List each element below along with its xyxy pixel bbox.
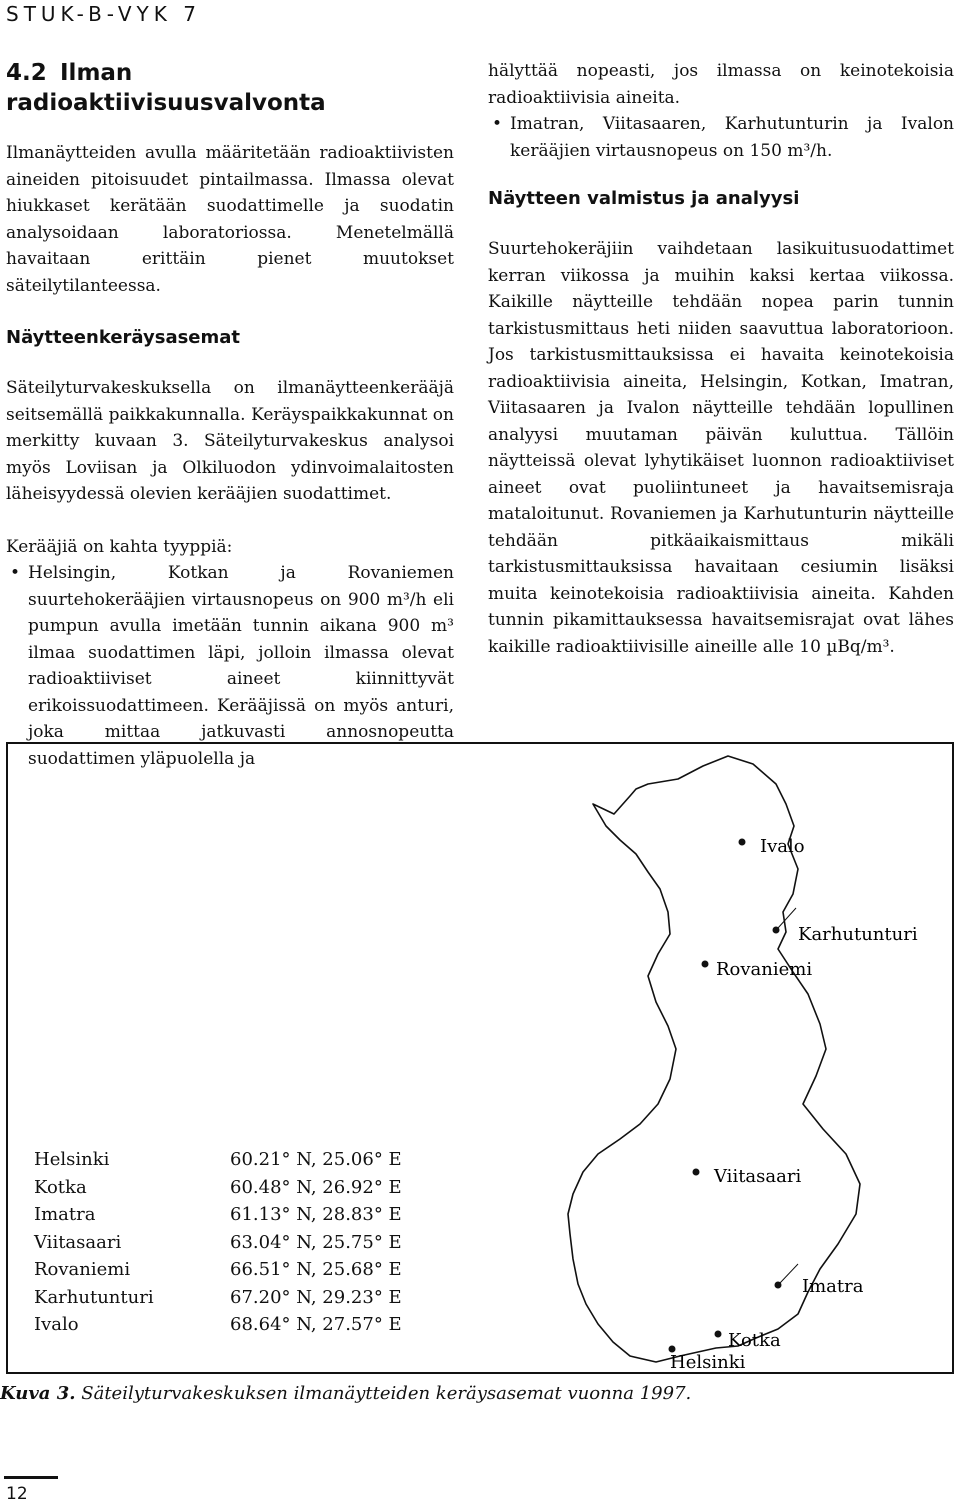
finland-outline (568, 756, 860, 1362)
place-name: Ivalo (34, 1314, 79, 1335)
label-ivalo: Ivalo (760, 836, 805, 857)
list-item-text: hälyttää nopeasti, jos ilmassa on keinotekoisia radioaktiivisia aineita. (488, 61, 954, 108)
collector-type-list-continued (488, 58, 954, 164)
caption-label: Kuva 3. (0, 1383, 76, 1404)
table-row (34, 1201, 402, 1229)
left-column (6, 58, 454, 798)
section-title: Ilman radioaktiivisuusvalvonta (6, 60, 326, 116)
viitasaari-dot (693, 1169, 700, 1176)
page-number: 12 (6, 1484, 28, 1504)
label-helsinki: Helsinki (670, 1352, 746, 1372)
place-name: Imatra (34, 1204, 96, 1225)
place-coordinates: 61.13° N, 28.83° E (230, 1204, 402, 1225)
place-name: Karhutunturi (34, 1286, 154, 1308)
place-name: Helsinki (34, 1149, 110, 1170)
stations-heading: Näytteenkeräysasemat (6, 327, 241, 348)
kotka-dot (715, 1331, 722, 1338)
karhutunturi-leader (778, 908, 796, 928)
table-row (34, 1311, 402, 1339)
analysis-heading: Näytteen valmistus ja analyysi (488, 188, 800, 209)
list-item: • Imatran, Viitasaaren, Karhutunturin ja Ivalon kerääjien virtausnopeus on 150 m³/h. (488, 111, 954, 164)
analysis-paragraph: Suurtehokeräjiin vaihdetaan lasikuitusuodattimet kerran viikossa ja muihin kaksi kertaa viikossa. Kaikille näytteille tehdään nopea parin tunnin tarkistusmittaus heti niiden saavuttua laboratorioon. Jos tarkistusmittauksissa ei havaita keinotekoisia radioaktiivisia aineita, Helsingin, Kotkan, Imatran, Viitasaaren ja Ivalon näytteille tehdään lopullinen analyysi muutaman päivän kuluttua. Tällöin näytteissä olevat lyhytikäiset luonnon radioaktiiviset aineet ovat puoliintuneet ja havaitsemisraja mataloitunut. Rovaniemen ja Karhutunturin näytteille tehdään pitkäaikaismittaus mikäli tarkistusmittauksissa havaitaan cesiumin lisäksi muita keinotekoisia radioaktiivisia aineita. Kahden tunnin pikamittauksessa havaitsemisrajat ovat lähes kaikille radioaktiivisille aineille alle 10 µBq/m³. (488, 239, 954, 657)
label-karhutunturi: Karhutunturi (798, 924, 918, 945)
place-coordinates: 60.21° N, 25.06° E (230, 1149, 402, 1170)
label-kotka: Kotka (728, 1330, 781, 1351)
table-row (34, 1284, 402, 1312)
section-heading (6, 58, 454, 118)
collector-type-list (6, 560, 454, 772)
page-number-rule (4, 1476, 58, 1479)
intro-paragraph: Ilmanäytteiden avulla määritetään radioaktiivisten aineiden pitoisuudet pintailmassa. Ilmassa olevat hiukkaset kerätään suodattimelle ja suodatin analysoidaan laboratoriossa. Menetelmällä havaitaan erittäin pienet muutokset säteilytilanteessa. (6, 143, 454, 296)
list-item: • Helsingin, Kotkan ja Rovaniemen suurtehokerääjien virtausnopeus on 900 m³/h eli pumpun avulla imetään tunnin aikana 900 m³ ilmaa suodattimen läpi, jolloin ilmassa olevat radioaktiiviset aineet kiinnittyvät erikoissuodattimeen. Kerääjissä on myös anturi, joka mittaa jatkuvasti annosnopeutta suodattimen yläpuolella ja (6, 560, 454, 772)
table-row (34, 1174, 402, 1202)
stations-paragraph: Säteilyturvakeskuksella on ilmanäytteenkerääjä seitsemällä paikkakunnalla. Keräyspaikkakunnat on merkitty kuvaan 3. Säteilyturvakeskus analysoi myös Loviisan ja Olkiluodon ydinvoimalaitosten läheisyydessä olevien kerääjien suodattimet. (6, 378, 454, 504)
place-coordinates: 68.64° N, 27.57° E (230, 1314, 402, 1335)
list-item-continued (488, 58, 954, 111)
label-rovaniemi: Rovaniemi (716, 959, 813, 980)
imatra-leader (780, 1264, 798, 1283)
place-coordinates: 66.51° N, 25.68° E (230, 1259, 402, 1280)
place-coordinates: 60.48° N, 26.92° E (230, 1176, 402, 1198)
section-number: 4.2 (6, 60, 47, 86)
caption-text: Säteilyturvakeskuksen ilmanäytteiden keräysasemat vuonna 1997. (81, 1383, 692, 1404)
place-name: Kotka (34, 1176, 87, 1198)
label-viitasaari: Viitasaari (714, 1166, 802, 1187)
figure-caption (0, 1383, 691, 1404)
ivalo-dot (739, 839, 746, 846)
table-row (34, 1256, 402, 1284)
place-coordinates: 67.20° N, 29.23° E (230, 1286, 402, 1308)
place-name: Rovaniemi (34, 1259, 131, 1280)
collector-types-intro: Kerääjiä on kahta tyyppiä: (6, 536, 233, 557)
label-imatra: Imatra (802, 1276, 864, 1297)
table-row (34, 1229, 402, 1257)
figure-frame (6, 742, 954, 1374)
place-name: Viitasaari (34, 1231, 122, 1253)
rovaniemi-dot (702, 961, 709, 968)
running-header: STUK-B-VYK 7 (6, 2, 201, 26)
coordinate-table (34, 1146, 402, 1339)
table-row (34, 1146, 402, 1174)
place-coordinates: 63.04° N, 25.75° E (230, 1231, 402, 1253)
right-column (488, 58, 954, 686)
